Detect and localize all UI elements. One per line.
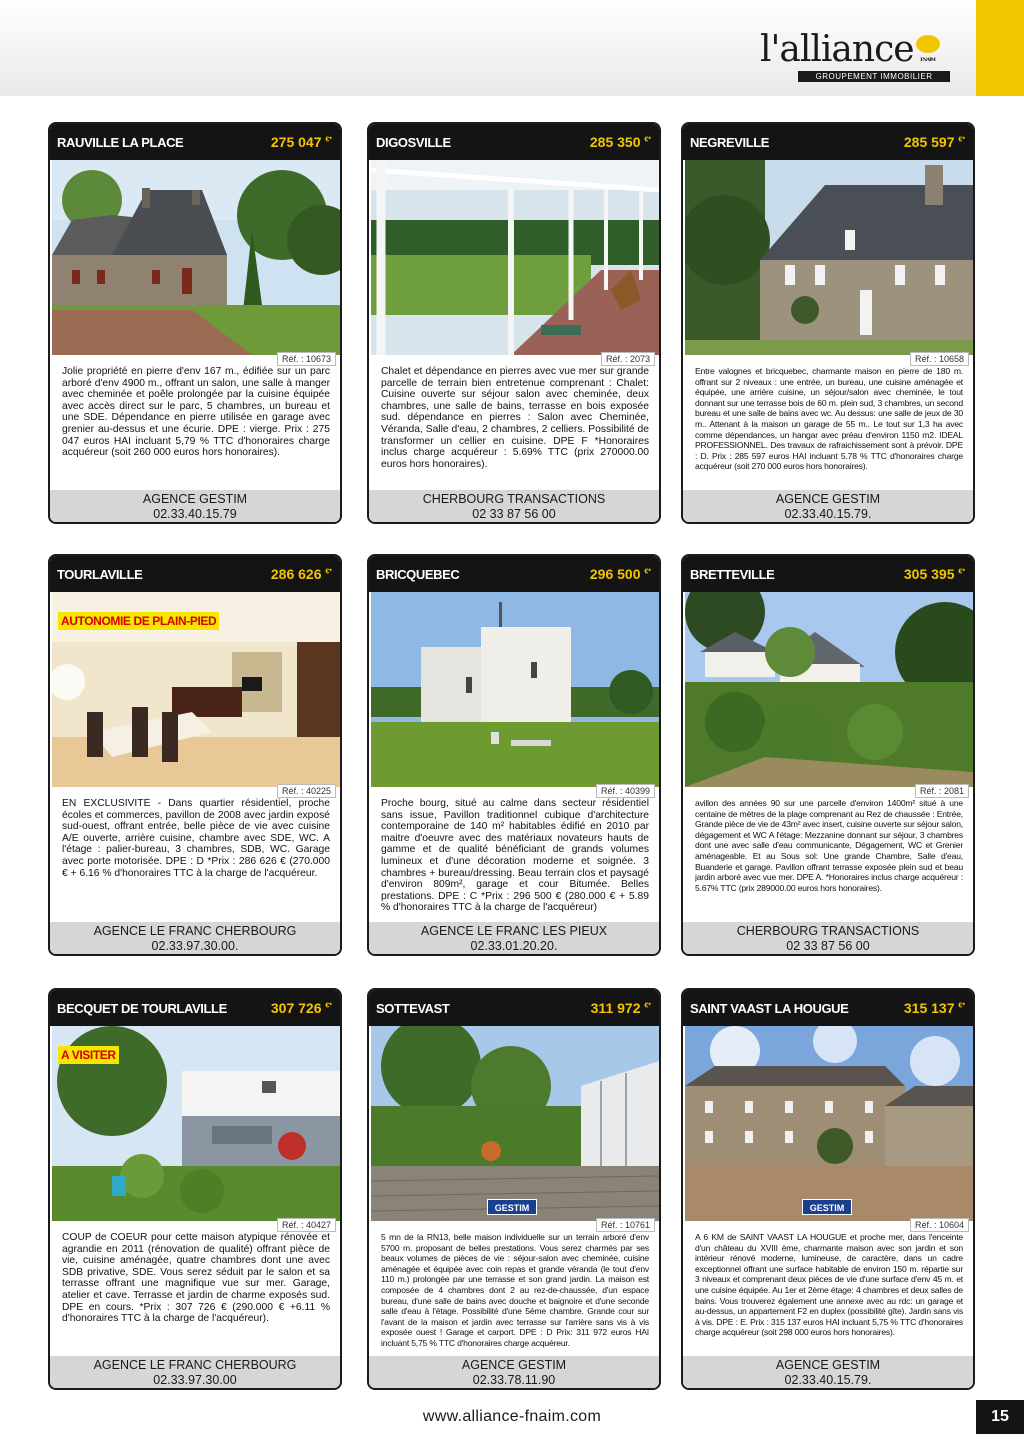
- listing-card-negreville[interactable]: [681, 122, 975, 524]
- listing-photo[interactable]: [371, 592, 659, 787]
- fnaim-badge-icon: FNAIM: [916, 35, 940, 53]
- alliance-logo[interactable]: [760, 30, 956, 86]
- listing-price: 296 500 €*: [589, 566, 651, 582]
- listing-header: [683, 990, 973, 1026]
- agency-phone: 02 33 87 56 00: [786, 939, 870, 953]
- listing-agency-footer[interactable]: [50, 490, 340, 522]
- page-number: 15: [976, 1400, 1024, 1434]
- listing-agency-footer[interactable]: [683, 490, 973, 522]
- agency-name: AGENCE GESTIM: [461, 1358, 567, 1372]
- listing-description: Jolie propriété en pierre d'env 167 m., édifiée sur un parc arboré d'env 4900 m., offrant un salon, une salle à manger avec cheminée et poêle prolongée par la cuisine équipée avec accès direct sur le parc, 5 chambres, un bureau et une SDE. Dépendance en pierre utilisée en garage avec grenier au-dessus et une écurie. DPE : vierge. Prix : 275 047 euros HAI incluant 5,79 % TTC d'honoraires charge acquéreur (soit 260 000 euros hors honoraires).: [62, 366, 330, 459]
- agency-phone: 02.33.97.30.00: [153, 1373, 237, 1387]
- agency-phone: 02.33.01.20.20.: [470, 939, 558, 953]
- listing-price: 315 137 €*: [903, 1000, 965, 1016]
- listing-agency-footer[interactable]: [50, 1356, 340, 1388]
- listing-price: 305 395 €*: [903, 566, 965, 582]
- listing-agency-footer[interactable]: [369, 1356, 659, 1388]
- listing-city: BECQUET DE TOURLAVILLE: [57, 1001, 227, 1016]
- agency-phone: 02.33.97.30.00.: [151, 939, 239, 953]
- listing-photo[interactable]: [685, 592, 973, 787]
- listing-city: NEGREVILLE: [690, 135, 770, 150]
- agency-phone: 02.33.40.15.79: [153, 507, 237, 521]
- listing-card-bricquebec[interactable]: [367, 554, 661, 956]
- listing-header: [50, 556, 340, 592]
- listing-price: 307 726 €*: [270, 1000, 332, 1016]
- listing-city: RAUVILLE LA PLACE: [57, 135, 184, 150]
- listing-description: Chalet et dépendance en pierres avec vue mer sur grande parcelle de terrain bien entretenue comprenant : Chalet: Cuisine ouverte sur séjour salon avec cheminée, deux chambres, une salle de bains, terrasse en bois exposée sud. dépendance en pierres : Salon avec Cheminée, Véranda, Salle d'eau, 2 chambres, 2 celliers. Possibilité de transformer un cellier en cuisine. DPE F *Honoraires inclus charge acquéreur : 5.69% TTC (prix 270000.00 euros hors honoraires).: [381, 366, 649, 470]
- listing-photo[interactable]: [685, 1026, 973, 1221]
- listing-reference: Réf. : 10604: [910, 1218, 969, 1232]
- agency-phone: 02 33 87 56 00: [472, 507, 556, 521]
- listing-description: avillon des années 90 sur une parcelle d'environ 1400m² situé à une centaine de mètres de la plage comprenant au Rez de chaussée : Entrée, Grande pièce de vie de 43m² avec insert, cuisine ouverte sur séjour salon, dégagement et WC A l'étage: Mezzanine donnant sur séjour, 3 chambres dont une avec salle d'eau communicante, Dégagement, WC et Grenier aménageable. Et au Sous sol: Une grande Chambre, Salle d'eau, Buanderie et garage. Pavillon offrant terrasse exposée plein sud et beau jardin arboré avec vue mer. DPE A. *Honoraires inclus charge acquéreur : 5.67% TTC (prix 289000.00 euros hors honoraires).: [695, 798, 963, 893]
- listing-photo[interactable]: [52, 592, 340, 787]
- listing-photo[interactable]: [52, 1026, 340, 1221]
- listing-agency-footer[interactable]: [683, 922, 973, 954]
- listing-card-tourlaville[interactable]: [48, 554, 342, 956]
- listing-reference: Réf. : 40225: [277, 784, 336, 798]
- listing-reference: Réf. : 40399: [596, 784, 655, 798]
- agency-phone: 02.33.78.11.90: [472, 1373, 556, 1387]
- listing-city: BRICQUEBEC: [376, 567, 460, 582]
- listing-header: [683, 124, 973, 160]
- agency-name: AGENCE LE FRANC CHERBOURG: [93, 1358, 297, 1372]
- agency-name: CHERBOURG TRANSACTIONS: [736, 924, 920, 938]
- listing-card-digosville[interactable]: [367, 122, 661, 524]
- listing-agency-footer[interactable]: [369, 922, 659, 954]
- listing-reference: Réf. : 40427: [277, 1218, 336, 1232]
- listing-price: 275 047 €*: [270, 134, 332, 150]
- logo-wordmark: l'alliance FNAIM: [760, 30, 956, 70]
- listing-reference: Réf. : 10658: [910, 352, 969, 366]
- listing-header: [369, 124, 659, 160]
- website-link[interactable]: www.alliance-fnaim.com: [422, 1408, 602, 1425]
- gestim-badge-icon: GESTIM: [487, 1199, 537, 1215]
- listing-photo[interactable]: [371, 160, 659, 355]
- agency-name: AGENCE GESTIM: [142, 492, 248, 506]
- listing-photo[interactable]: [52, 160, 340, 355]
- listing-card-sottevast[interactable]: [367, 988, 661, 1390]
- listing-tag: AUTONOMIE DE PLAIN-PIED: [58, 612, 219, 630]
- listing-header: [369, 990, 659, 1026]
- listing-reference: Réf. : 10761: [596, 1218, 655, 1232]
- listing-agency-footer[interactable]: [683, 1356, 973, 1388]
- listing-city: TOURLAVILLE: [57, 567, 143, 582]
- listing-description: EN EXCLUSIVITÉ - Dans quartier résidentiel, proche écoles et commerces, pavillon de 2008 avec jardin exposé sud-ouest, offrant entrée, belle pièce de vie avec cuisine A/E ouverte, arrière cuisine, chambre avec SDE, WC. A l'étage : palier-bureau, 3 chambres, SDB, WC. Garage avec porte motorisée. DPE : D *Prix : 286 626 € (270.000 € + 6.16 % d'honoraires TTC à la charge de l'acquéreur.: [62, 798, 330, 879]
- listing-card-becquet[interactable]: [48, 988, 342, 1390]
- listing-price: 285 597 €*: [903, 134, 965, 150]
- listing-header: [50, 990, 340, 1026]
- listing-description: A 6 KM de SAINT VAAST LA HOUGUE et proche mer, dans l'enceinte d'un château du XVIII ème, charmante maison avec son jardin et son intérieur rénové moderne, lumineuse, de caractère, dans un cadre exceptionnel offrant une surface habitable de environ 150 m. répartie sur 3 niveaux et comprenant deux pièces de vie d'une surface d'env 45 m. et une cuisine équipée. Au 1er et 2ème étage: 4 chambres et deux salles de bains. Vous trouverez également une annexe avec au rdc: un garage et au-dessus, un appartement F2 en duplex (possibilité gîte). Jardin sans vis à vis. DPE : E. Prix : 315 137 euros HAI incluant 5,75 % TTC d'honoraires charge acquéreur (soit 298 000 euros hors honoraires).: [695, 1232, 963, 1338]
- listing-card-bretteville[interactable]: [681, 554, 975, 956]
- listing-price: 311 972 €*: [590, 1000, 651, 1016]
- listing-agency-footer[interactable]: [369, 490, 659, 522]
- agency-name: CHERBOURG TRANSACTIONS: [422, 492, 606, 506]
- listing-description: COUP de COEUR pour cette maison atypique rénovée et agrandie en 2011 (rénovation de qualité) offrant pièce de vie, cuisine aménagée, quatre chambres dont une avec SDB privative, SDE. Vous serez séduit par le salon et sa terrasse offrant une magnifique vue sur mer. Garage, atelier et cave. Terrasse et jardin de charme exposés sud. DPE en cours. *Prix : 307 726 € (290.000 € +6.11 % d'honoraires TTC à la charge de l'acquéreur).: [62, 1232, 330, 1325]
- listing-description: Entre valognes et bricquebec, charmante maison en pierre de 180 m. offrant sur 2 niveaux : une entrée, un bureau, une cuisine aménagée et équipée, une arrière cuisine, un séjour/salon avec cheminée, le tout donnant sur une terrasse bois de 60 m. plein sud, 3 chambres, un second bureau et une salle de bains avec wc. Au dessus: une salle de jeux de 30 m.. Attenant à la maison un garage de 55 m.. Le tout sur 1,3 ha avec comme dépendances, un hangar avec préau d'environ 1150 m2. IDEAL PROFESSIONNEL. Des travaux de rafraichissement sont à prévoir. DPE : D. Prix : 285 597 euros HAI incluant 5.78 % TTC d'honoraires charge acquéreur (soit 270 000 euros hors honoraires).: [695, 366, 963, 472]
- listing-card-rauville[interactable]: [48, 122, 342, 524]
- listing-card-saint-vaast[interactable]: [681, 988, 975, 1390]
- agency-phone: 02.33.40.15.79.: [784, 507, 872, 521]
- listing-header: [683, 556, 973, 592]
- listing-agency-footer[interactable]: [50, 922, 340, 954]
- listing-description: 5 mn de la RN13, belle maison individuelle sur un terrain arboré d'env 5700 m. proposant de belles prestations. Vous serez charmés par ses beaux volumes de pièces de vie : séjour-salon avec cheminée, cuisine aménagée et équipée avec coin repas et grande véranda (le tout d'env 110 m.) prolongée par une terrasse et son grand jardin. La maison est composée de 4 chambres dont 2 au rez-de-chaussée, d'un espace bureau, d'une salle de bains avec douche et baignoire et d'une seconde salle d'eau à l'étage. Possibilité d'une 5ème chambre. Grande cour sur l'avant de la maison et jardin avec terrasse sur l'arrière sans vis à vis exposée ouest ! Garage et carport. DPE : D Prix: 311 972 euros HAI incluant 5,75 % TTC d'honoraires charge acquéreur.: [381, 1232, 649, 1348]
- listing-reference: Réf. : 10673: [277, 352, 336, 366]
- agency-phone: 02.33.40.15.79.: [784, 1373, 872, 1387]
- agency-name: AGENCE LE FRANC LES PIEUX: [420, 924, 608, 938]
- agency-name: AGENCE GESTIM: [775, 492, 881, 506]
- listing-city: SOTTEVAST: [376, 1001, 450, 1016]
- listing-city: DIGOSVILLE: [376, 135, 451, 150]
- agency-name: AGENCE LE FRANC CHERBOURG: [93, 924, 297, 938]
- listing-header: [50, 124, 340, 160]
- listing-price: 285 350 €*: [589, 134, 651, 150]
- agency-name: AGENCE GESTIM: [775, 1358, 881, 1372]
- listing-tag: A VISITER: [58, 1046, 119, 1064]
- listing-header: [369, 556, 659, 592]
- listing-photo[interactable]: [371, 1026, 659, 1221]
- gestim-badge-icon: GESTIM: [802, 1199, 852, 1215]
- header-accent-stripe: [976, 0, 1024, 96]
- listing-city: BRETTEVILLE: [690, 567, 775, 582]
- logo-subtitle: GROUPEMENT IMMOBILIER: [798, 71, 950, 82]
- listing-reference: Réf. : 2073: [601, 352, 655, 366]
- listing-description: Proche bourg, situé au calme dans secteur résidentiel sans issue, Pavillon traditionnel cubique d'architecture contemporaine de 140 m² habitables édifié en 2010 par maitre d'oeuvre avec des matériaux novateurs hauts de gamme et de qualité bénéficiant de grands volumes lumineux et d'une décoration moderne et soignée. 3 chambres + bureau/dressing. Beau terrain clos et paysagé d'environ 809m², garage et cour Bitumée. Belles prestations. DPE : C *Prix : 296 500 € (280.000 € + 5.89 % d'honoraires TTC à la charge de l'acquéreur): [381, 798, 649, 914]
- listing-price: 286 626 €*: [270, 566, 332, 582]
- listing-city: SAINT VAAST LA HOUGUE: [690, 1001, 849, 1016]
- listing-photo[interactable]: [685, 160, 973, 355]
- listing-reference: Réf. : 2081: [915, 784, 969, 798]
